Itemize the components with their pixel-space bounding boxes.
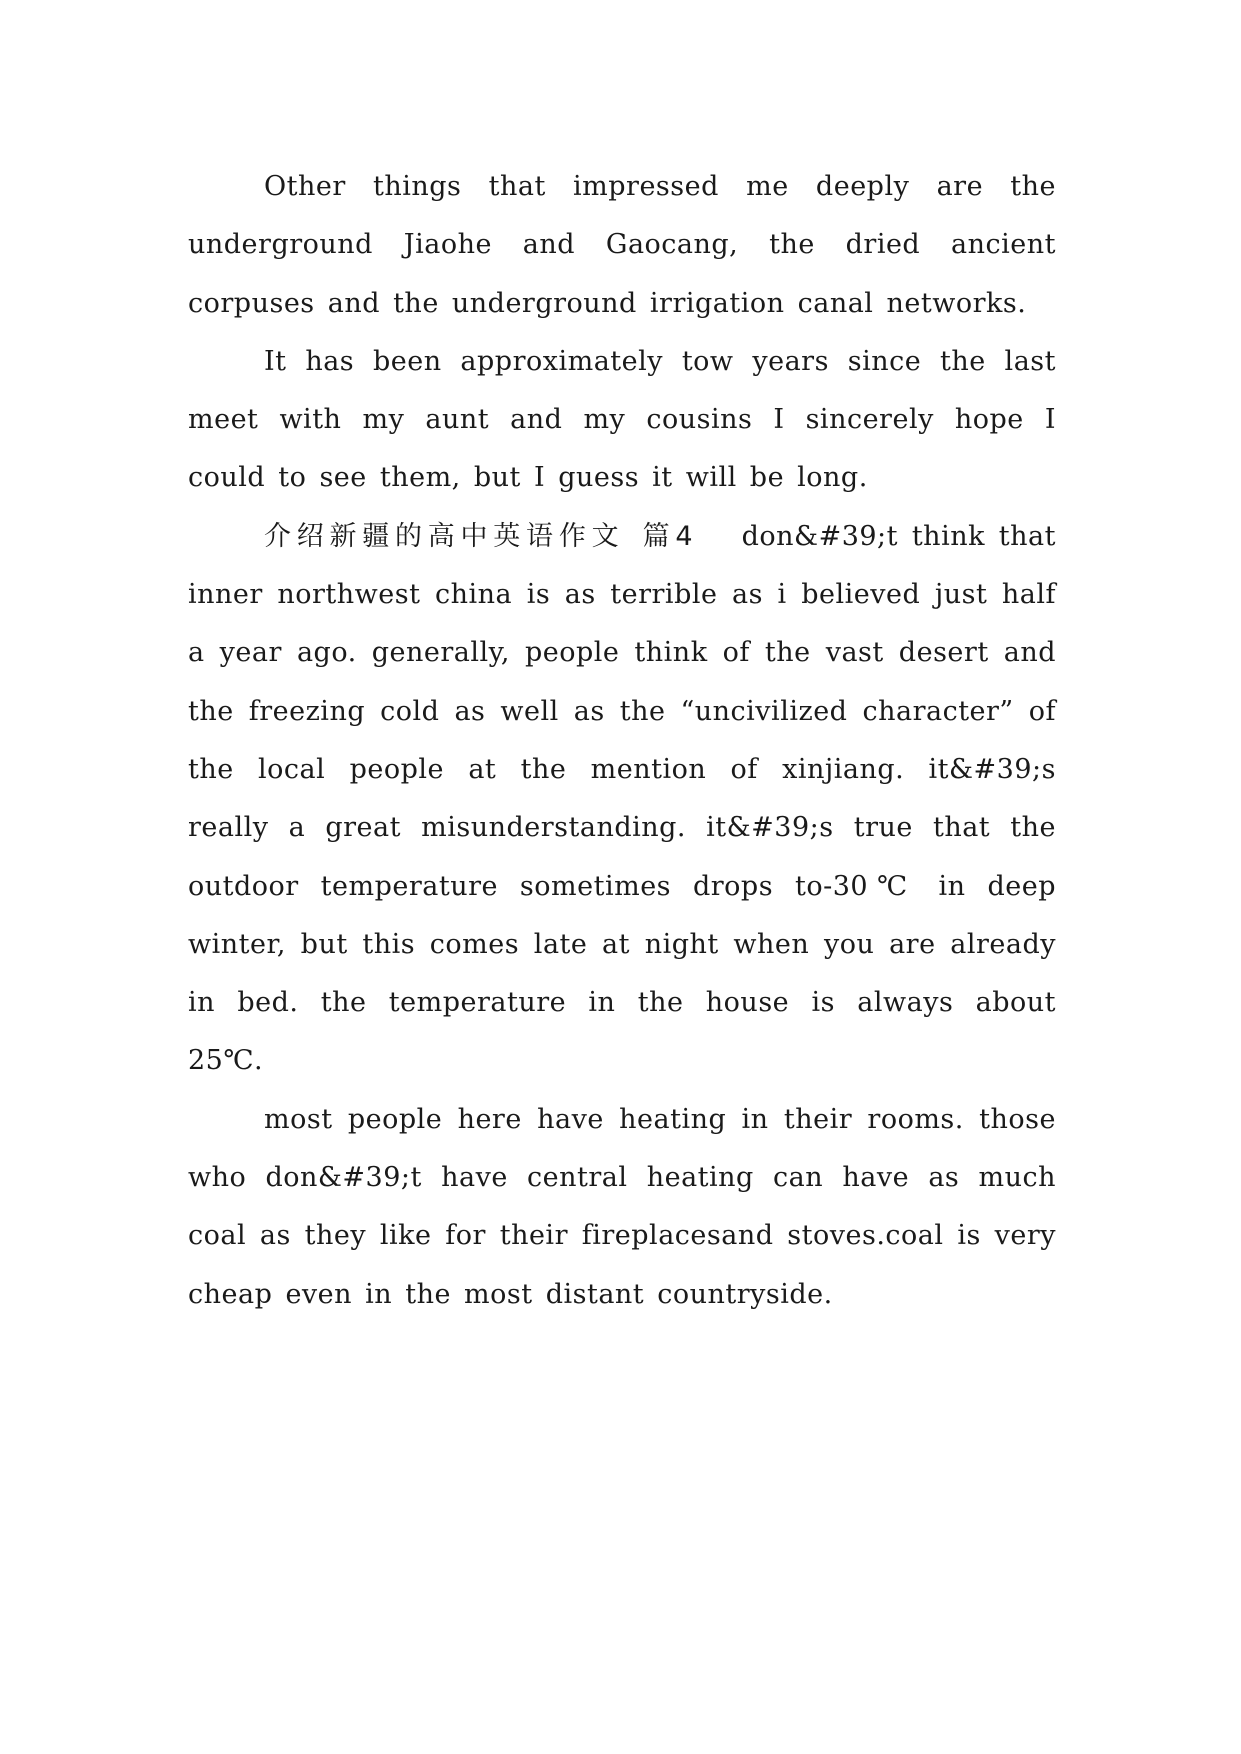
- section-heading: 介绍新疆的高中英语作文 篇4: [264, 520, 698, 552]
- document-body: [188, 158, 1056, 1324]
- paragraph-aunt-cousins: It has been approximately tow years since the last meet with my aunt and my cousins I sincerely hope I could to see them, but I guess it will be long.: [188, 345, 1056, 494]
- paragraph-northwest-china-text: don&#39;t think that inner northwest china is as terrible as i believed just half a year ago. generally, people think of the vast desert and the freezing cold as well as the “uncivilized character” of the local people at the mention of xinjiang. it&#39;s really a great misunderstanding. it&#39;s true that the outdoor temperature sometimes drops to-30℃ in deep winter, but this comes late at night when you are already in bed. the temperature in the house is always about 25℃.: [188, 520, 1056, 1077]
- paragraph-northwest-china: [188, 508, 1056, 1091]
- paragraph-heating: most people here have heating in their rooms. those who don&#39;t have central heating can have as much coal as they like for their fireplacesand stoves.coal is very cheap even in the most distant countryside.: [188, 1103, 1056, 1310]
- paragraph-underground-sites: Other things that impressed me deeply are the underground Jiaohe and Gaocang, the dried ancient corpuses and the underground irrigation canal networks.: [188, 171, 1056, 319]
